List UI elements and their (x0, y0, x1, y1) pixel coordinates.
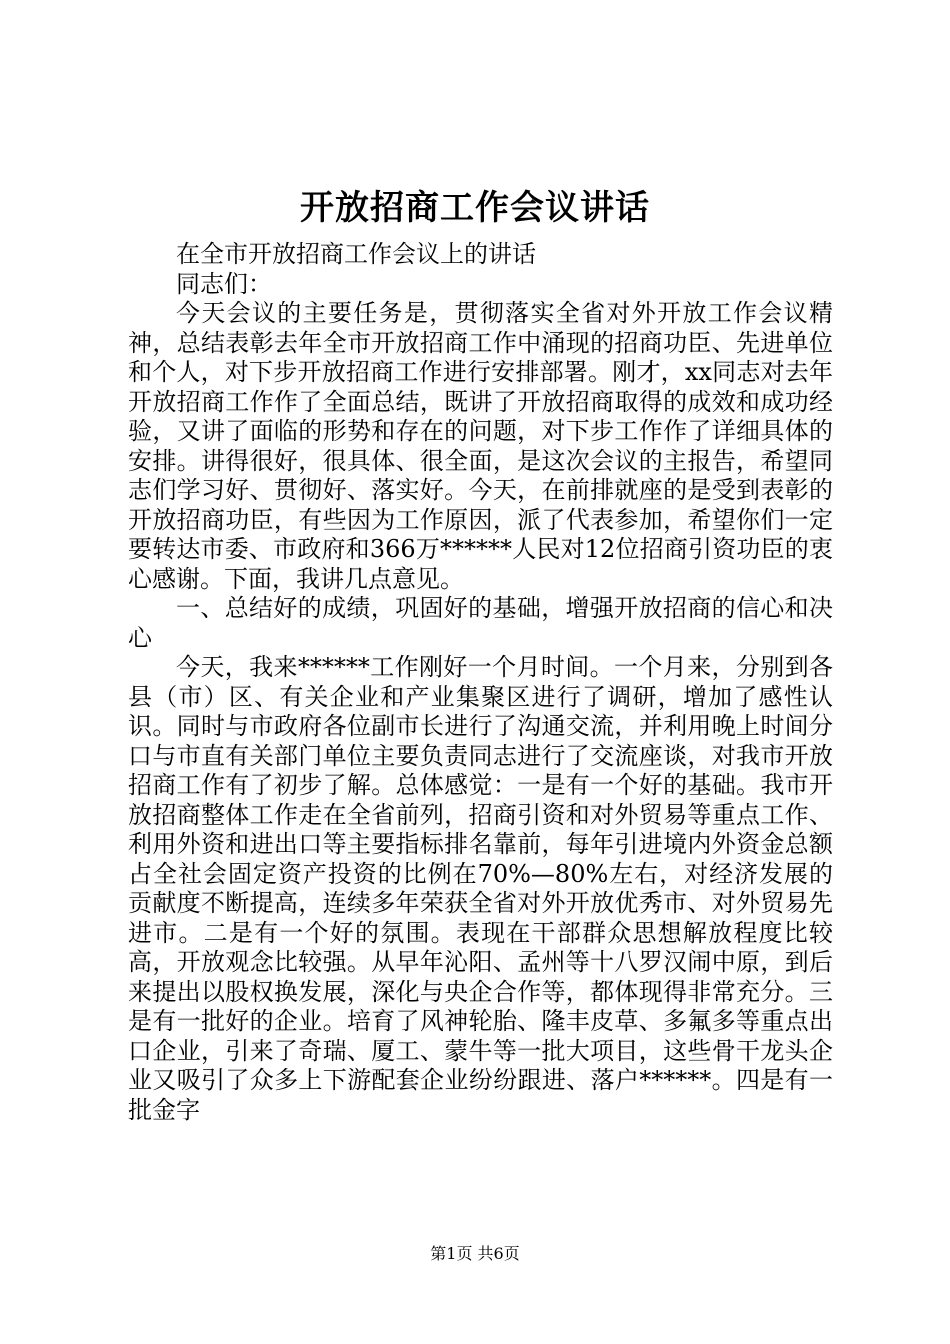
section-heading: 一、总结好的成绩，巩固好的基础，增强开放招商的信心和决心 (128, 594, 833, 652)
document-body (128, 240, 833, 1125)
document-title: 开放招商工作会议讲话 (300, 188, 650, 228)
body-paragraph: 今天会议的主要任务是，贯彻落实全省对外开放工作会议精神，总结表彰去年全市开放招商工作中涌现的招商功臣、先进单位和个人，对下步开放招商工作进行安排部署。刚才，xx同志对去年开放招商工作作了全面总结，既讲了开放招商取得的成效和成功经验，又讲了面临的形势和存在的问题，对下步工作作了详细具体的安排。讲得很好，很具体、很全面，是这次会议的主报告，希望同志们学习好、贯彻好、落实好。今天，在前排就座的是受到表彰的开放招商功臣，有些因为工作原因，派了代表参加，希望你们一定要转达市委、市政府和366万******人民对12位招商引资功臣的衷心感谢。下面，我讲几点意见。 (128, 299, 833, 593)
body-paragraph: 今天，我来******工作刚好一个月时间。一个月来，分别到各县（市）区、有关企业和产业集聚区进行了调研，增加了感性认识。同时与市政府各位副市长进行了沟通交流，并利用晚上时间分口与市直有关部门单位主要负责同志进行了交流座谈，对我市开放招商工作有了初步了解。总体感觉：一是有一个好的基础。我市开放招商整体工作走在全省前列，招商引资和对外贸易等重点工作、利用外资和进出口等主要指标排名靠前，每年引进境内外资金总额占全社会固定资产投资的比例在70%—80%左右，对经济发展的贡献度不断提高，连续多年荣获全省对外开放优秀市、对外贸易先进市。二是有一个好的氛围。表现在干部群众思想解放程度比较高，开放观念比较强。从早年沁阳、孟州等十八罗汉闹中原，到后来提出以股权换发展，深化与央企合作等，都体现得非常充分。三是有一批好的企业。培育了风神轮胎、隆丰皮草、多氟多等重点出口企业，引来了奇瑞、厦工、蒙牛等一批大项目，这些骨干龙头企业又吸引了众多上下游配套企业纷纷跟进、落户******。四是有一批金字 (128, 653, 833, 1124)
page-number-footer: 第1页 共6页 (430, 1244, 520, 1263)
subtitle-paragraph: 在全市开放招商工作会议上的讲话 (176, 240, 536, 268)
salutation-paragraph: 同志们： (176, 269, 272, 298)
